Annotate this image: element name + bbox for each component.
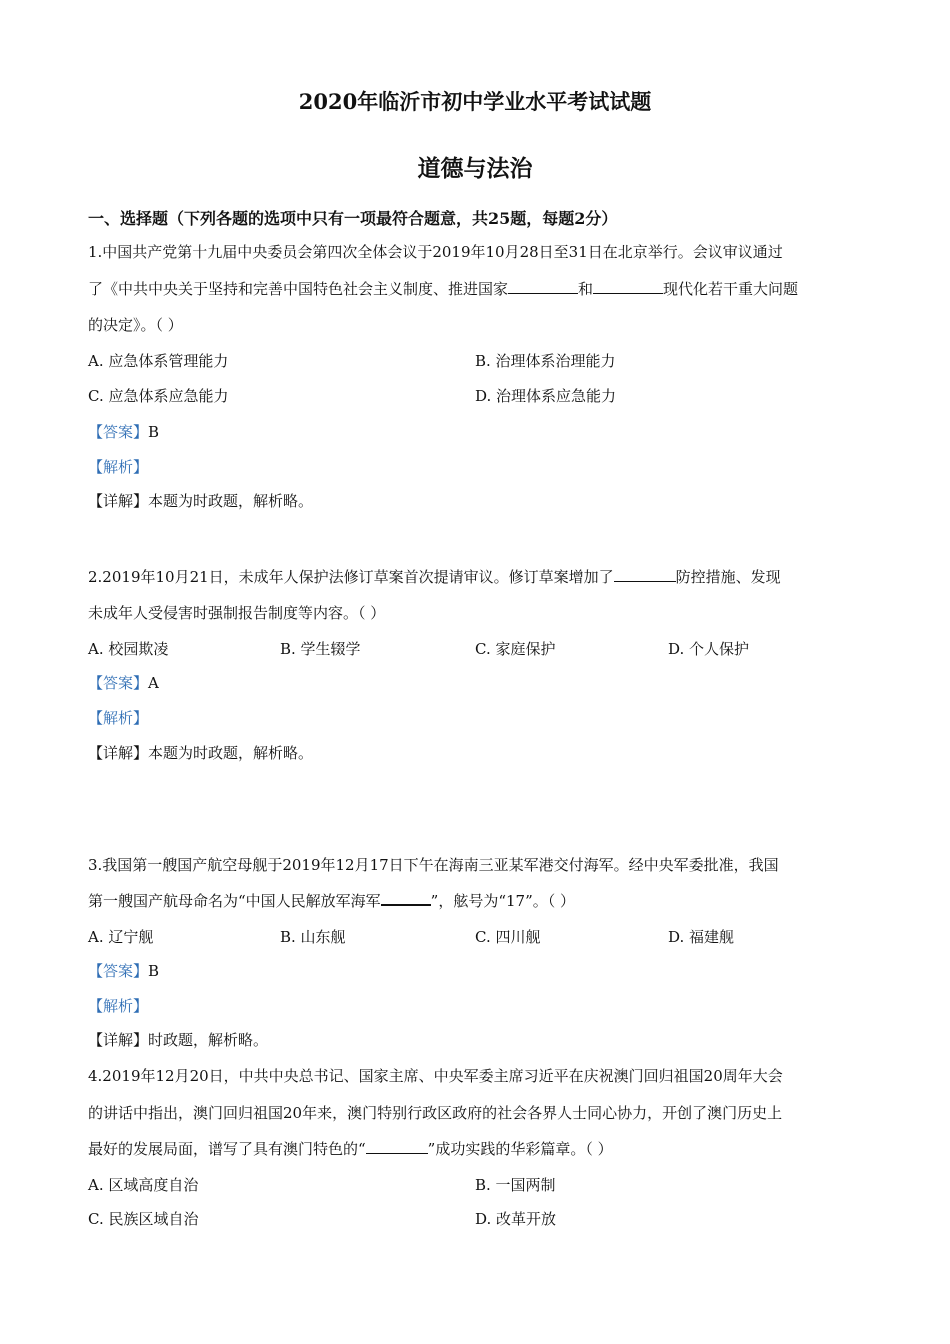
question-text: 1.中国共产党第十九届中央委员会第四次全体会议于2019年10月28日至31日在北京举行。会议审议通过 bbox=[88, 243, 783, 261]
answer-line bbox=[88, 421, 159, 442]
question-text-part: ”成功实践的华彩篇章。（ ） bbox=[427, 1140, 613, 1158]
question-text bbox=[88, 566, 781, 587]
option-c: C. 四川舰 bbox=[475, 928, 541, 946]
fill-blank bbox=[508, 279, 578, 294]
question-text-part: 现代化若干重大问题 bbox=[663, 280, 799, 298]
analysis-label: 【解析】 bbox=[88, 997, 149, 1015]
option-a: A. 辽宁舰 bbox=[88, 928, 154, 946]
answer-line bbox=[88, 672, 159, 693]
fill-blank bbox=[614, 567, 676, 582]
detail-text: 本题为时政题，解析略。 bbox=[148, 744, 314, 762]
option-b: B. 学生辍学 bbox=[280, 640, 361, 658]
answer-value: B bbox=[148, 962, 160, 980]
detail-label: 【详解】 bbox=[88, 1031, 149, 1049]
detail-line bbox=[88, 1029, 268, 1050]
option-b: B. 山东舰 bbox=[280, 928, 346, 946]
fill-blank bbox=[593, 279, 663, 294]
option-c: C. 家庭保护 bbox=[475, 640, 556, 658]
question-text-part: 最好的发展局面，谱写了具有澳门特色的“ bbox=[88, 1140, 366, 1158]
question-text: 4.2019年12月20日，中共中央总书记、国家主席、中央军委主席习近平在庆祝澳门回归祖国20周年大会 bbox=[88, 1067, 783, 1085]
option-a: A. 校园欺凌 bbox=[88, 640, 169, 658]
detail-text: 本题为时政题，解析略。 bbox=[148, 492, 314, 510]
subject-title: 道德与法治 bbox=[417, 155, 533, 182]
option-d: D. 改革开放 bbox=[475, 1210, 557, 1228]
fill-blank bbox=[381, 890, 431, 906]
question-text: 未成年人受侵害时强制报告制度等内容。（ ） bbox=[88, 604, 386, 622]
question-text-part: 2.2019年10月21日，未成年人保护法修订草案首次提请审议。修订草案增加了 bbox=[88, 568, 614, 586]
option-d: D. 治理体系应急能力 bbox=[475, 387, 617, 405]
option-c: C. 民族区域自治 bbox=[88, 1210, 199, 1228]
answer-value: A bbox=[148, 674, 159, 692]
question-text-part: ”，舷号为“17”。（ ） bbox=[430, 892, 576, 910]
answer-label: 【答案】 bbox=[88, 423, 149, 441]
question-text: 3.我国第一艘国产航空母舰于2019年12月17日下午在海南三亚某军港交付海军。经中央军委批准，我国 bbox=[88, 856, 779, 874]
fill-blank bbox=[366, 1139, 428, 1154]
detail-line bbox=[88, 742, 313, 763]
question-text bbox=[88, 1138, 613, 1159]
answer-line bbox=[88, 960, 159, 981]
question-text-part: 和 bbox=[578, 280, 594, 298]
detail-text: 时政题，解析略。 bbox=[148, 1031, 269, 1049]
analysis-label: 【解析】 bbox=[88, 709, 149, 727]
detail-line bbox=[88, 490, 313, 511]
answer-value: B bbox=[148, 423, 160, 441]
option-c: C. 应急体系应急能力 bbox=[88, 387, 229, 405]
option-d: D. 个人保护 bbox=[668, 640, 750, 658]
question-text: 的决定》。（ ） bbox=[88, 316, 183, 334]
option-b: B. 治理体系治理能力 bbox=[475, 352, 616, 370]
question-text-part: 防控措施、发现 bbox=[675, 568, 781, 586]
option-a: A. 应急体系管理能力 bbox=[88, 352, 229, 370]
section-heading: 一、选择题（下列各题的选项中只有一项最符合题意，共25题，每题2分） bbox=[88, 209, 618, 228]
answer-label: 【答案】 bbox=[88, 962, 149, 980]
option-a: A. 区域高度自治 bbox=[88, 1176, 199, 1194]
question-text: 的讲话中指出，澳门回归祖国20年来，澳门特别行政区政府的社会各界人士同心协力，开创了澳门历史上 bbox=[88, 1104, 783, 1122]
question-text-part: 第一艘国产航母命名为“中国人民解放军海军 bbox=[88, 892, 381, 910]
question-text-part: 了《中共中央关于坚持和完善中国特色社会主义制度、推进国家 bbox=[88, 280, 509, 298]
option-d: D. 福建舰 bbox=[668, 928, 735, 946]
analysis-label: 【解析】 bbox=[88, 458, 149, 476]
detail-label: 【详解】 bbox=[88, 492, 149, 510]
detail-label: 【详解】 bbox=[88, 744, 149, 762]
option-b: B. 一国两制 bbox=[475, 1176, 556, 1194]
question-text bbox=[88, 278, 798, 299]
exam-title: 2020年临沂市初中学业水平考试试题 bbox=[298, 89, 652, 114]
answer-label: 【答案】 bbox=[88, 674, 149, 692]
question-text bbox=[88, 890, 575, 911]
